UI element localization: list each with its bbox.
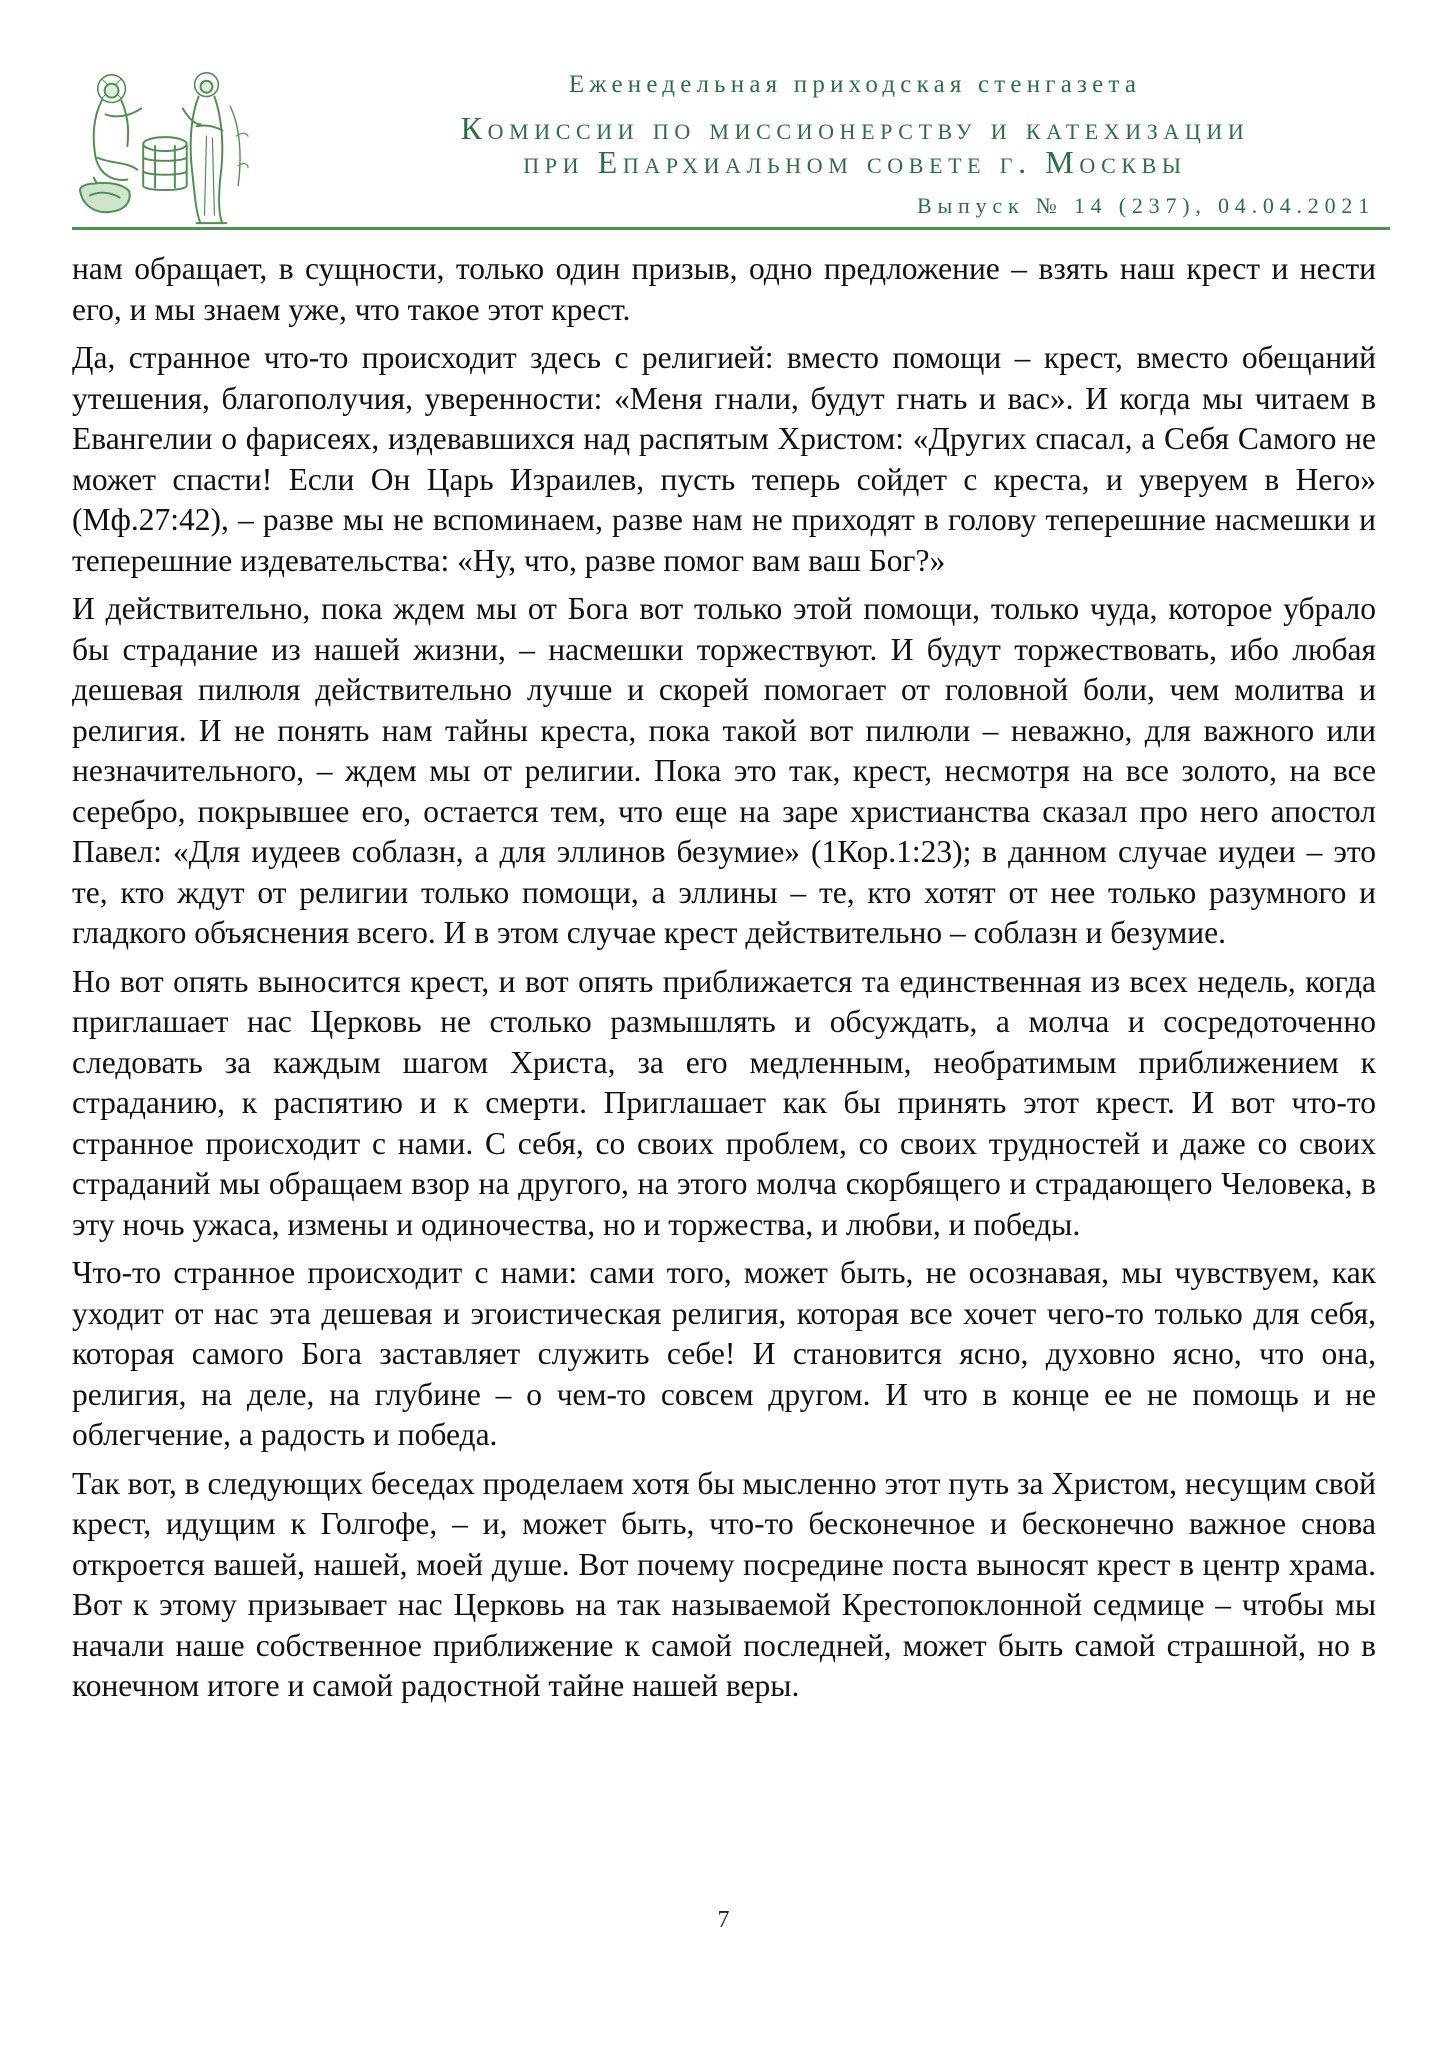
article-body — [72, 249, 1376, 1715]
masthead-title-line-1: Комиссии по миссионерству и катехизации — [460, 110, 1250, 146]
samaritan-woman-logo-icon — [72, 66, 250, 231]
issue-number-date: Выпуск № 14 (237), 04.04.2021 — [916, 193, 1375, 218]
paragraph: Но вот опять выносится крест, и вот опять приближается та единственная из всех недель, когда приглашает нас Церковь не столько размышлять и обсуждать, а молча и сосредоточенно следовать за каждым шагом Христа, за его медленным, необратимым приближением к страданию, к распятию и к смерти. Приглашает как бы принять этот крест. И вот что-то странное происходит с нами. С себя, со своих проблем, со своих трудностей и даже со своих страданий мы обращаем взор на другого, на этого молча скорбящего и страдающего Человека, в эту ночь ужаса, измены и одиночества, но и торжества, и любви, и победы. — [72, 963, 1376, 1242]
paragraph: И действительно, пока ждем мы от Бога вот только этой помощи, только чуда, которое убрало бы страдание из нашей жизни, – насмешки торжествуют. И будут торжествовать, ибо любая дешевая пилюля действительно лучше и скорей помогает от головной боли, чем молитва и религия. И не понять нам тайны креста, пока такой вот пилюли – неважно, для важного или незначительного, – ждем мы от религии. Пока это так, крест, несмотря на все золото, на все серебро, покрывшее его, остается тем, что еще на заре христианства сказал про него апостол Павел: «Для иудеев соблазн, а для эллинов безумие» (1Кор.1:23); в данном случае иудеи – это те, кто ждут от религии только помощи, а эллины – те, кто хотят от нее только разумного и гладкого объяснения всего. И в этом случае крест действительно – соблазн и безумие. — [72, 591, 1376, 950]
page-number: 7 — [717, 1907, 730, 1933]
paragraph: Да, странное что-то происходит здесь с религией: вместо помощи – крест, вместо обещаний утешения, благополучия, уверенности: «Меня гнали, будут гнать и вас». И когда мы читаем в Евангелии о фарисеях, издевавшихся над распятым Христом: «Других спасал, а Себя Самого не может спасти! Если Он Царь Израилев, пусть теперь сойдет с креста, и уверуем в Него» (Мф.27:42), – разве мы не вспоминаем, разве нам не приходят в голову теперешние насмешки и теперешние издевательства: «Ну, что, разве помог вам ваш Бог?» — [72, 340, 1376, 578]
masthead-title-line-2: при Епархиальном совете г. Москвы — [523, 144, 1187, 180]
masthead-subtitle: Еженедельная приходская стенгазета — [568, 71, 1142, 98]
header-divider — [72, 227, 1390, 230]
paragraph: нам обращает, в сущности, только один призыв, одно предложение – взять наш крест и нести его, и мы знаем уже, что такое этот крест. — [72, 251, 1376, 327]
paragraph: Что-то странное происходит с нами: сами того, может быть, не осознавая, мы чувствуем, как уходит от нас эта дешевая и эгоистическая религия, которая все хочет чего-то только для себя, которая самого Бога заставляет служить себе! И становится ясно, духовно ясно, что она, религия, на деле, на глубине – о чем-то совсем другом. И что в конце ее не помощь и не облегчение, а радость и победа. — [72, 1255, 1376, 1452]
paragraph: Так вот, в следующих беседах проделаем хотя бы мысленно этот путь за Христом, несущим свой крест, идущим к Голгофе, – и, может быть, что-то бесконечное и бесконечно важное снова откроется вашей, нашей, моей душе. Вот почему посредине поста выносят крест в центр храма. Вот к этому призывает нас Церковь на так называемой Крестопоклонной седмице – чтобы мы начали наше собственное приближение к самой последней, может быть самой страшной, но в конечном итоге и самой радостной тайне нашей веры. — [72, 1465, 1376, 1703]
